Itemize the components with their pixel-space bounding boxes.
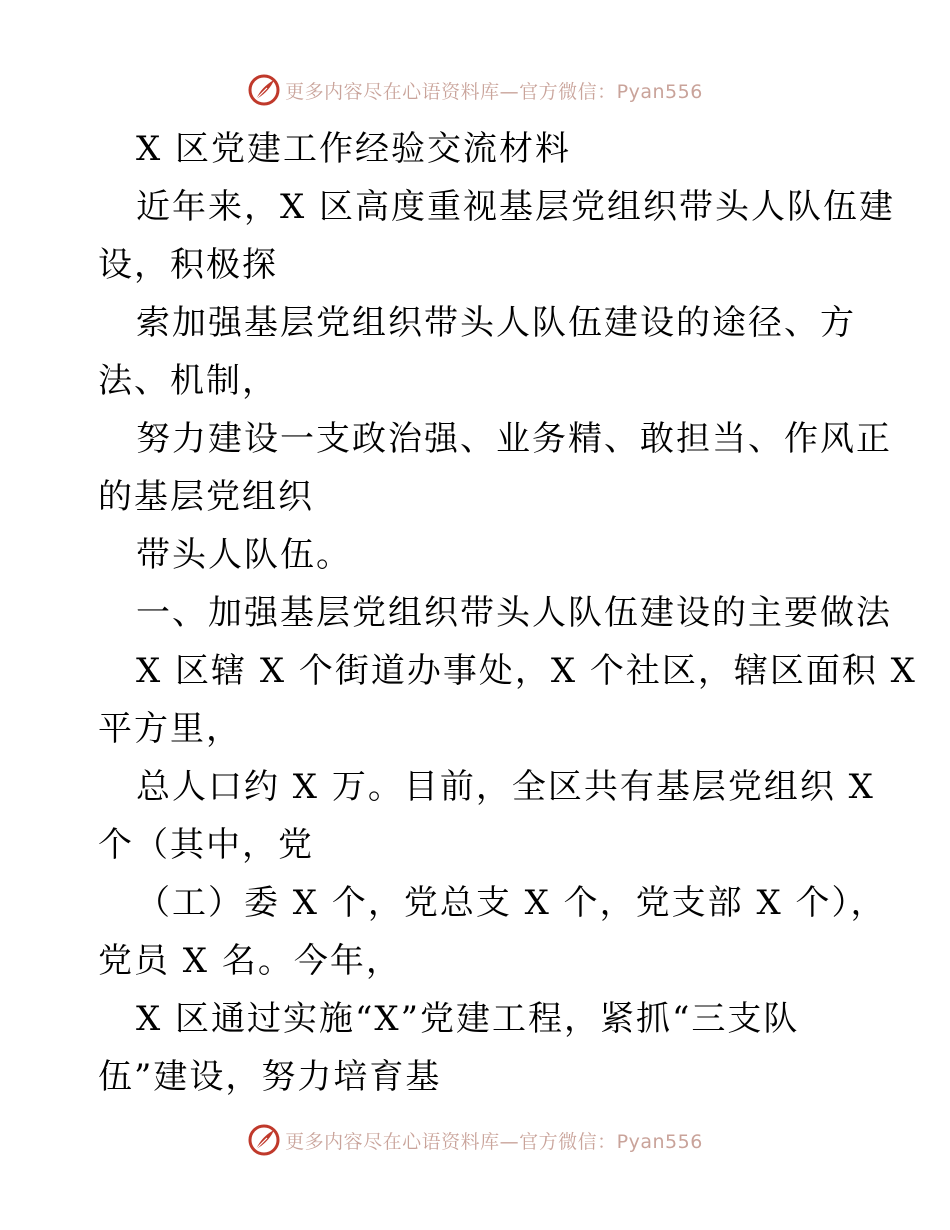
paragraph-line: 伍”建设，努力培育基 (98, 1057, 442, 1097)
paragraph-line: （工）委 X 个，党总支 X 个，党支部 X 个）， (136, 883, 887, 923)
watermark-text: 更多内容尽在心语资料库—官方微信：Pyan556 (285, 80, 703, 103)
paragraph-line: 平方里， (98, 709, 242, 749)
paragraph-line: 索加强基层党组织带头人队伍建设的途径、方 (136, 303, 856, 343)
footer-watermark (0, 1120, 950, 1160)
paragraph-line: 带头人队伍。 (136, 535, 352, 575)
paragraph-line: 个（其中，党 (98, 825, 314, 865)
paragraph-line: 总人口约 X 万。目前，全区共有基层党组织 X (136, 767, 875, 807)
paragraph-line: 设，积极探 (98, 245, 278, 285)
header-watermark (0, 70, 950, 110)
feather-logo-icon (247, 1123, 281, 1157)
document-body (98, 120, 917, 1106)
paragraph-line: 的基层党组织 (98, 477, 314, 517)
paragraph-line: 党员 X 名。今年， (98, 941, 402, 981)
feather-logo-icon (247, 73, 281, 107)
paragraph-line: 努力建设一支政治强、业务精、敢担当、作风正 (136, 419, 892, 459)
document-title: X 区党建工作经验交流材料 (136, 129, 572, 169)
paragraph-line: X 区辖 X 个街道办事处，X 个社区，辖区面积 X (136, 651, 917, 691)
section-heading: 一、加强基层党组织带头人队伍建设的主要做法 (136, 593, 892, 633)
paragraph-line: X 区通过实施“X”党建工程，紧抓“三支队 (136, 999, 800, 1039)
paragraph-line: 法、机制， (98, 361, 278, 401)
watermark-text: 更多内容尽在心语资料库—官方微信：Pyan556 (285, 1130, 703, 1153)
paragraph-line: 近年来，X 区高度重视基层党组织带头人队伍建 (136, 187, 896, 227)
